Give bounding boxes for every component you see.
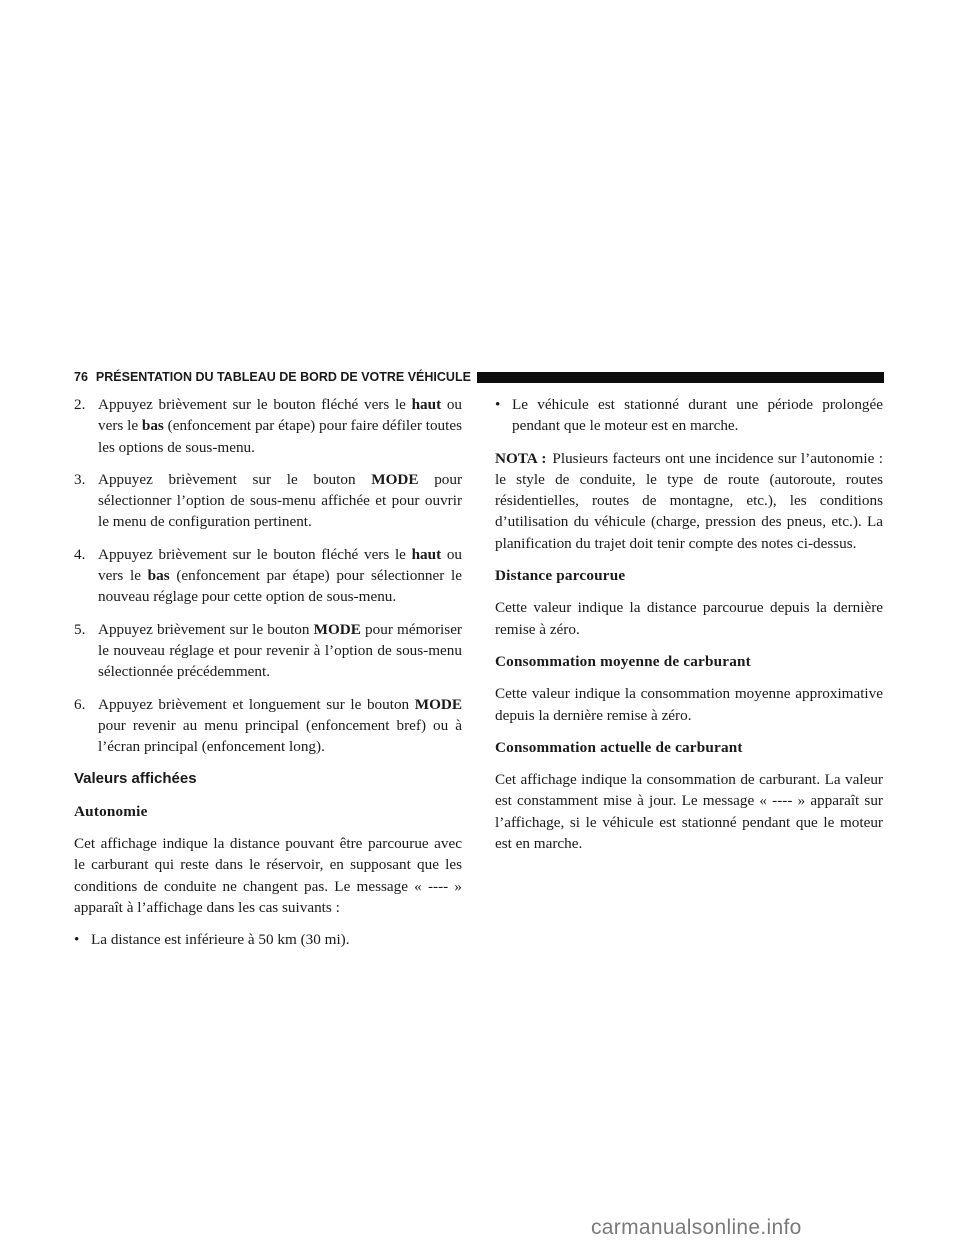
subheading-distance: Distance parcourue <box>495 567 626 585</box>
step-text: Appuyez brièvement sur le bouton fléché vers le haut ou vers le bas (enfoncement par étape) pour faire défiler toutes les options de sous-menu. <box>98 396 463 456</box>
bullet-icon: • <box>74 931 80 949</box>
bullet-text: La distance est inférieure à 50 km (30 mi). <box>91 931 350 949</box>
header-rule <box>477 372 884 383</box>
bullet-icon: • <box>495 396 501 413</box>
subheading-current-consumption: Consommation actuelle de carburant <box>495 738 743 756</box>
paragraph-autonomie: Cet affichage indique la distance pouvant être parcourue avec le carburant qui reste dans le réservoir, en supposant que les conditions de conduite ne changent pas. Le message « ---- » apparaît à l’affichage dans les cas suivants : <box>74 835 462 916</box>
right-column <box>495 394 883 865</box>
left-column <box>74 394 462 962</box>
step-item <box>74 619 462 683</box>
page-header <box>74 367 884 387</box>
bullet-item <box>495 394 883 437</box>
step-text: Appuyez brièvement sur le bouton MODE pour mémoriser le nouveau réglage et pour revenir à l’option de sous-menu sélectionnée précédemment. <box>98 620 462 681</box>
bullet-text: Le véhicule est stationné durant une période prolongée pendant que le moteur est en marche. <box>512 396 883 435</box>
step-item <box>74 394 462 458</box>
section-title: Valeurs affichées <box>74 770 197 788</box>
step-number: 5. <box>74 620 86 638</box>
step-number: 6. <box>74 695 86 713</box>
step-text: Appuyez brièvement et longuement sur le bouton MODE pour revenir au menu principal (enfoncement bref) ou à l’écran principal (enfoncement long). <box>98 695 463 756</box>
note-paragraph <box>495 448 883 554</box>
step-item <box>74 694 462 758</box>
step-text: Appuyez brièvement sur le bouton MODE pour sélectionner l’option de sous-menu affichée et pour ouvrir le menu de configuration pertinent. <box>98 470 463 531</box>
subheading-avg-consumption: Consommation moyenne de carburant <box>495 652 751 670</box>
paragraph-avg-consumption: Cette valeur indique la consommation moyenne approximative depuis la dernière remise à zéro. <box>495 685 883 724</box>
subheading-autonomie: Autonomie <box>74 802 148 820</box>
step-number: 3. <box>74 470 86 488</box>
paragraph-current-consumption: Cet affichage indique la consommation de carburant. La valeur est constamment mise à jour. Le message « ---- » apparaît sur l’affichage, si le véhicule est stationné pendant que le moteur est en marche. <box>495 771 883 853</box>
step-text: Appuyez brièvement sur le bouton fléché vers le haut ou vers le bas (enfoncement par étape) pour sélectionner le nouveau réglage pour cette option de sous-menu. <box>98 545 462 606</box>
page-number: 76 <box>74 370 88 384</box>
step-number: 2. <box>74 396 86 413</box>
paragraph-distance: Cette valeur indique la distance parcourue depuis la dernière remise à zéro. <box>495 599 883 638</box>
running-title: PRÉSENTATION DU TABLEAU DE BORD DE VOTRE VÉHICULE <box>95 370 471 384</box>
bullet-item <box>74 929 462 950</box>
step-number: 4. <box>74 545 86 563</box>
step-item <box>74 469 462 533</box>
watermark: carmanualsonline.info <box>591 1216 802 1239</box>
note-label: NOTA : <box>495 449 547 467</box>
note-text: Plusieurs facteurs ont une incidence sur l’autonomie : le style de conduite, le type de route (autoroute, routes résidentielles, routes de montagne, etc.), les conditions d’utilisation du véhicule (charge, pression des pneus, etc.). La planification du trajet doit tenir compte des notes ci-dessus. <box>495 449 883 552</box>
step-item <box>74 544 462 608</box>
